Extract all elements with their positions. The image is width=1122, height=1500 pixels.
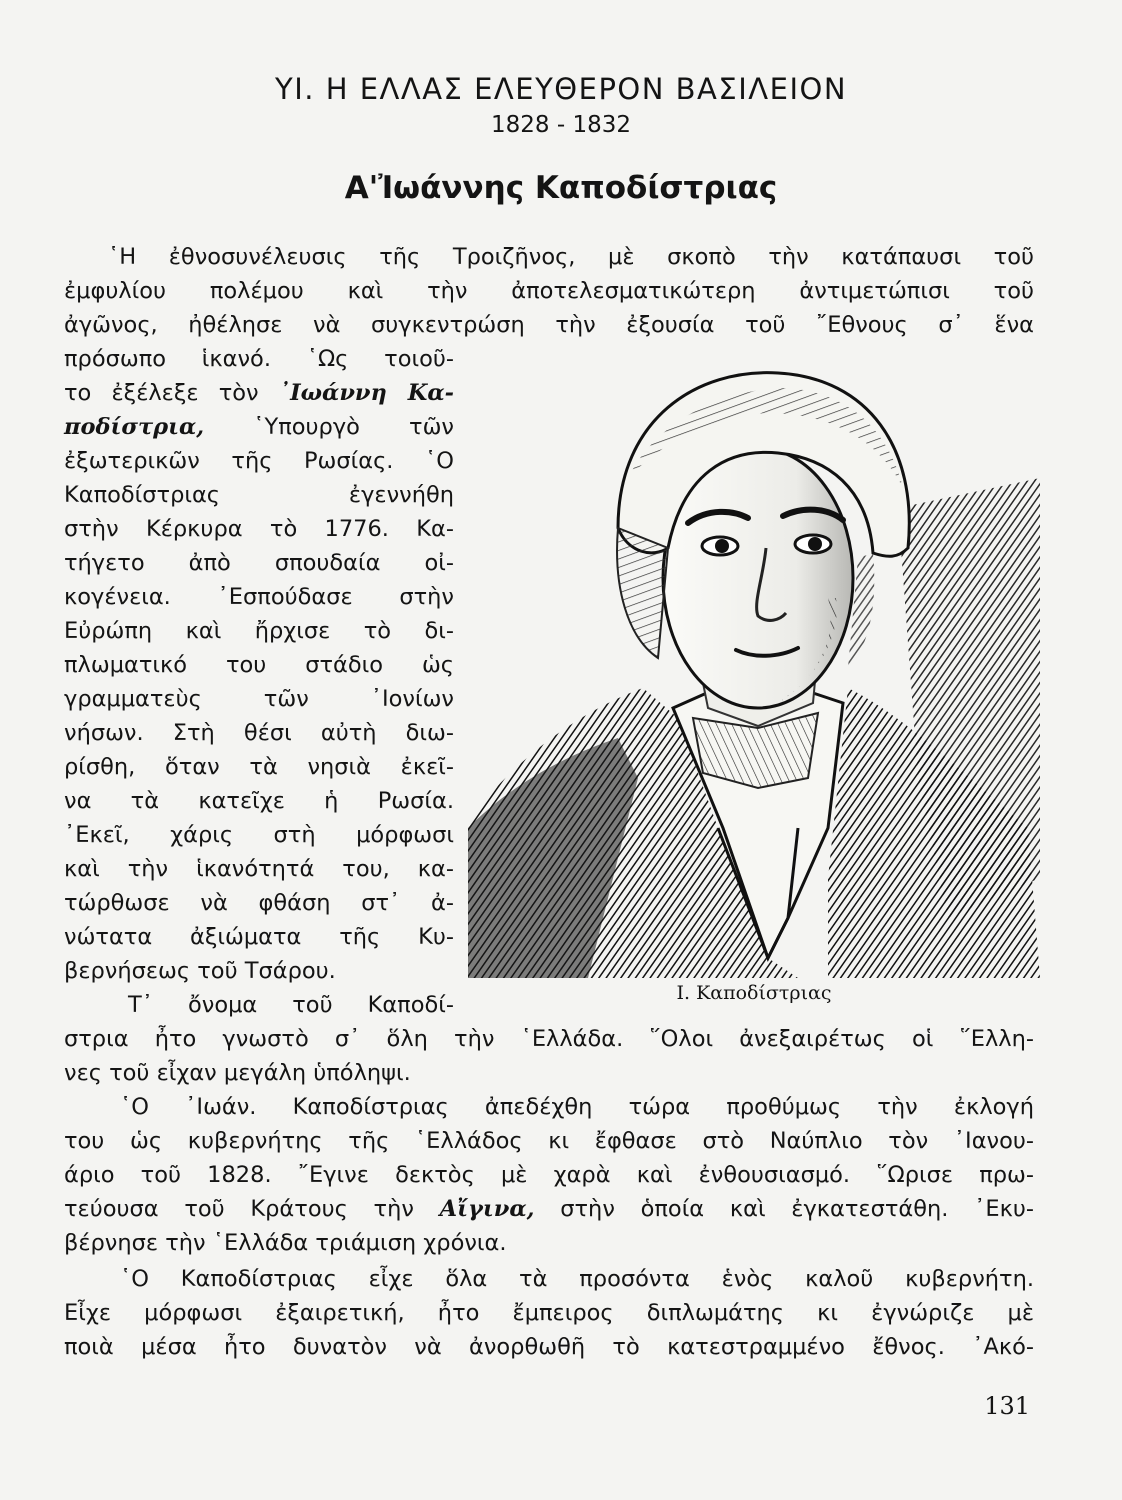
body-text: τεύουσα τοῦ Κράτους τὴν (64, 1196, 440, 1222)
intro-line-3: ἀγῶνος, ἠθέλησε νὰ συγκεντρώση τὴν ἐξουσία τοῦ ῎Εθνους σ᾽ ἕνα (64, 312, 1034, 338)
body-line: ῾Ο Καποδίστριας εἶχε ὅλα τὰ προσόντα ἑνὸς καλοῦ κυβερνήτη. (120, 1266, 1034, 1292)
place-emphasis: Αἴγινα, (439, 1196, 535, 1222)
column-line: βερνήσεως τοῦ Τσάρου. (64, 958, 336, 984)
column-text: το ἐξέλεξε τὸν (64, 380, 279, 406)
section-title: Α'Ἰωάννης Καποδίστριας (344, 170, 778, 206)
name-emphasis: ποδίστρια, (64, 414, 205, 440)
chapter-title: ΥΙ. Η ΕΛΛΑΣ ΕΛΕΥΘΕΡΟΝ ΒΑΣΙΛΕΙΟΝ (274, 72, 848, 106)
column-line: κογένεια. ᾽Εσπούδασε στὴν (64, 584, 454, 610)
column-line: τώρθωσε νὰ φθάση στ᾽ ἀ- (64, 890, 454, 916)
column-line: ᾽Εκεῖ, χάρις στὴ μόρφωσι (64, 822, 454, 848)
column-line: να τὰ κατεῖχε ἡ Ρωσία. (64, 788, 454, 814)
column-line: Εὐρώπη καὶ ἤρχισε τὸ δι- (64, 618, 454, 644)
column-line: πλωματικό του στάδιο ὡς (64, 652, 454, 678)
column-line: στὴν Κέρκυρα τὸ 1776. Κα- (64, 516, 454, 542)
name-emphasis: ᾽Ιωάννη Κα- (278, 380, 454, 406)
body-line: νες τοῦ εἶχαν μεγάλη ὑπόληψι. (64, 1060, 411, 1086)
portrait-engraving (468, 358, 1040, 978)
body-line: βέρνησε τὴν ῾Ελλάδα τριάμιση χρόνια. (64, 1230, 507, 1256)
column-line: καὶ τὴν ἱκανότητά του, κα- (64, 856, 454, 882)
column-line (64, 410, 454, 444)
body-line: του ὡς κυβερνήτης τῆς ῾Ελλάδος κι ἔφθασε στὸ Ναύπλιο τὸν ᾽Ιανου- (64, 1128, 1034, 1154)
column-line: Καποδίστριας ἐγεννήθη (64, 482, 454, 508)
column-line: νήσων. Στὴ θέσι αὐτὴ διω- (64, 720, 454, 746)
body-line (64, 1192, 1034, 1226)
chapter-years: 1828 - 1832 (491, 112, 631, 138)
column-line: γραμματεὺς τῶν ᾽Ιονίων (64, 686, 454, 712)
body-line: Εἶχε μόρφωσι ἐξαιρετική, ἦτο ἔμπειρος διπλωμάτης κι ἐγνώριζε μὲ (64, 1300, 1034, 1326)
column-line: Τ᾽ ὄνομα τοῦ Καποδί- (128, 992, 454, 1018)
body-line: ῾Ο ᾽Ιωάν. Καποδίστριας ἀπεδέχθη τώρα προθύμως τὴν ἐκλογή (120, 1094, 1034, 1120)
body-line: ποιὰ μέσα ἦτο δυνατὸν νὰ ἀνορθωθῆ τὸ κατεστραμμένο ἔθνος. ᾽Ακό- (64, 1334, 1034, 1360)
column-line: τήγετο ἀπὸ σπουδαία οἰ- (64, 550, 454, 576)
column-line: ἐξωτερικῶν τῆς Ρωσίας. ῾Ο (64, 448, 454, 474)
column-line: νώτατα ἀξιώματα τῆς Κυ- (64, 924, 454, 950)
page-number: 131 (984, 1392, 1030, 1420)
body-text: στὴν ὁποία καὶ ἐγκατεστάθη. ᾽Εκυ- (534, 1196, 1034, 1222)
intro-line-1: ῾Η ἐθνοσυνέλευσις τῆς Τροιζῆνος, μὲ σκοπὸ τὴν κατάπαυσι τοῦ (108, 244, 1034, 270)
figure-caption: Ι. Καποδίστριας (676, 982, 832, 1004)
column-line: ρίσθη, ὅταν τὰ νησιὰ ἐκεῖ- (64, 754, 454, 780)
column-line: πρόσωπο ἱκανό. ῾Ως τοιοῦ- (64, 346, 454, 372)
column-line (64, 376, 454, 410)
intro-line-2: ἐμφυλίου πολέμου καὶ τὴν ἀποτελεσματικώτερη ἀντιμετώπισι τοῦ (64, 278, 1034, 304)
column-text: ῾Υπουργὸ τῶν (204, 414, 454, 440)
body-line: άριο τοῦ 1828. ῎Εγινε δεκτὸς μὲ χαρὰ καὶ ἐνθουσιασμό. ῞Ωρισε πρω- (64, 1162, 1034, 1188)
body-line: στρια ἦτο γνωστὸ σ᾽ ὅλη τὴν ῾Ελλάδα. ῞Ολοι ἀνεξαιρέτως οἱ ῞Ελλη- (64, 1026, 1034, 1052)
